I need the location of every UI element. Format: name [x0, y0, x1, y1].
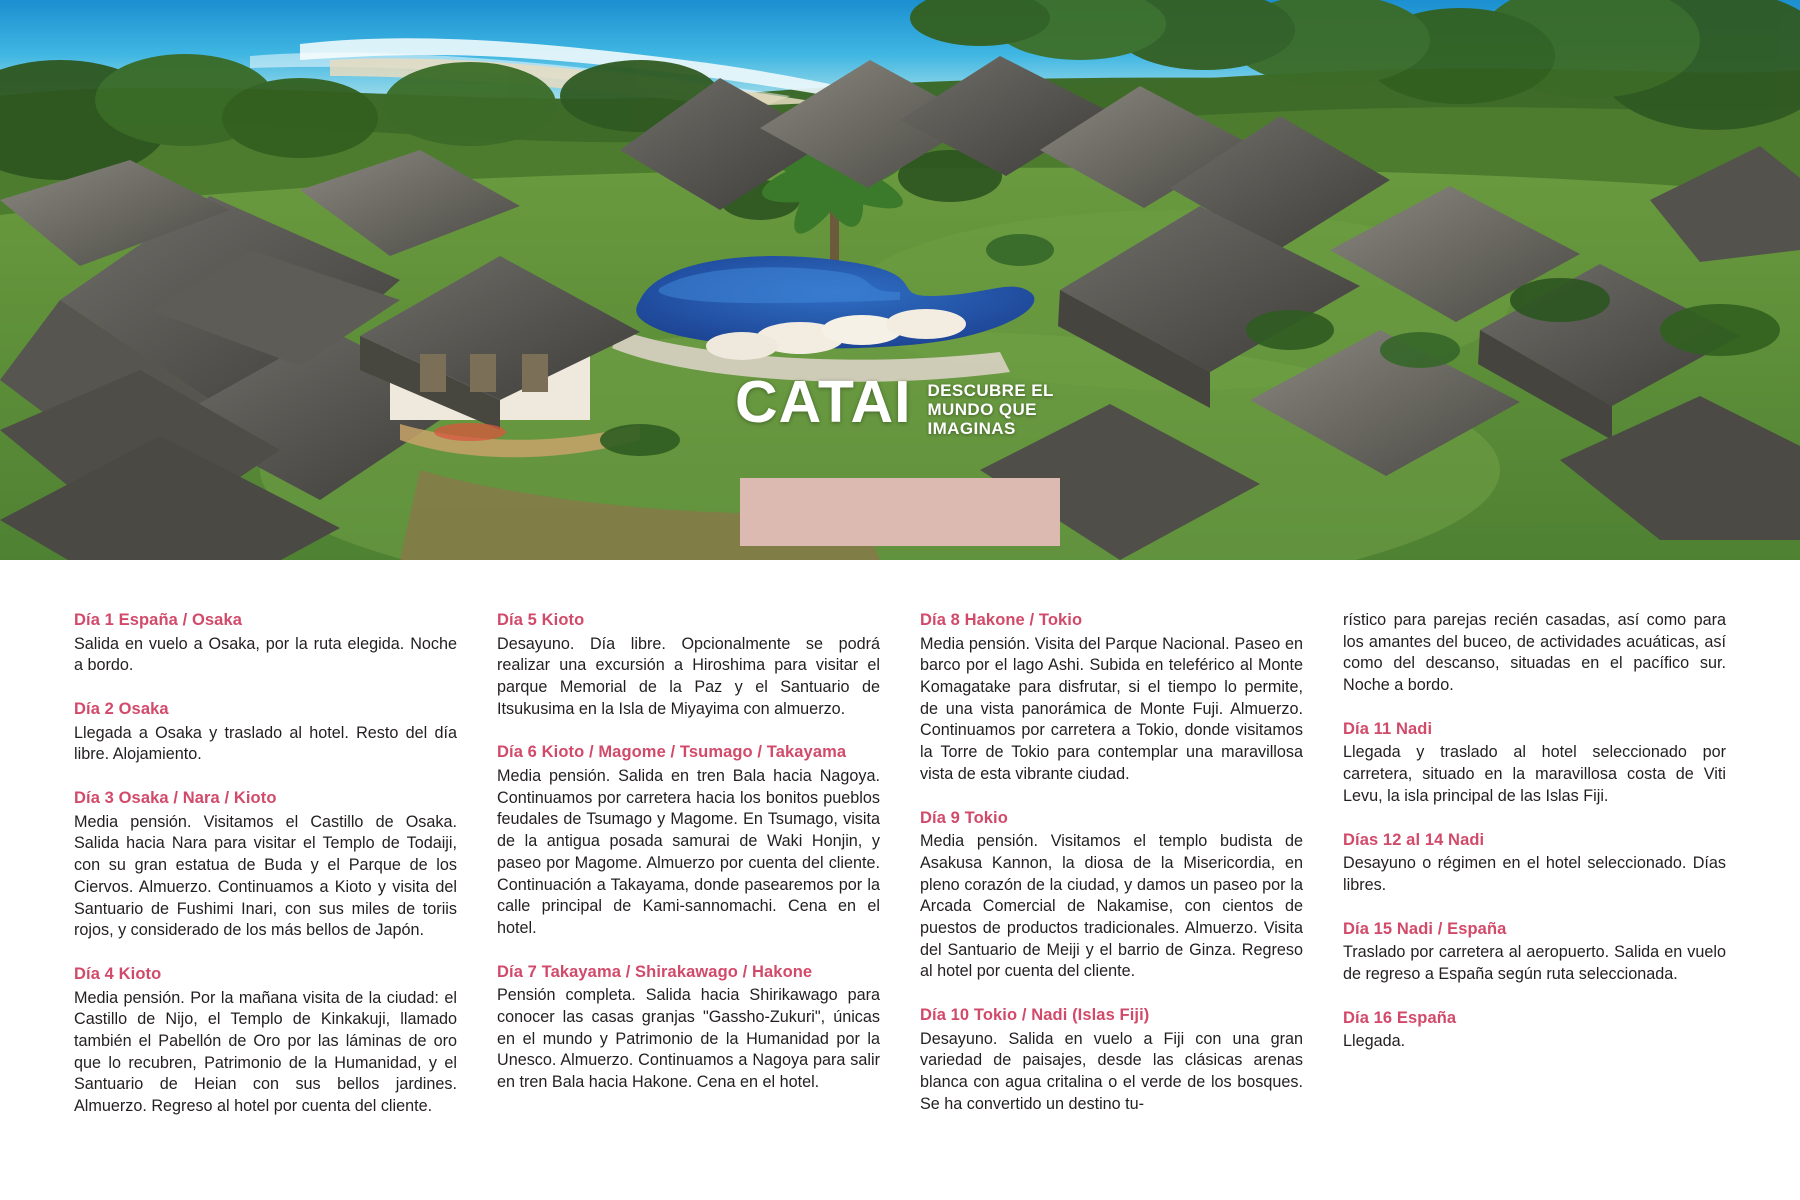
itinerary-entry [74, 610, 457, 677]
itinerary-entry-text: Media pensión. Visitamos el Castillo de Osaka. Salida hacia Nara para visitar el Templo de Todaiji, con su gran estatua de Buda y el Parque de los Ciervos. Almuerzo. Continuamos a Kioto y visita del Santuario de Fushimi Inari, con sus miles de toriis rojos, y considerado de los más bellos de Japón. [74, 812, 457, 940]
itinerary-entry [497, 742, 880, 939]
hero-color-swatch [740, 478, 1060, 546]
itinerary-entry-text: rístico para parejas recién casadas, así como para los amantes del buceo, de actividades acuáticas, así como del descanso, situadas en el pacífico sur. Noche a bordo. [1343, 611, 1726, 695]
itinerary-entry [1343, 719, 1726, 808]
itinerary-entry-text: Salida en vuelo a Osaka, por la ruta elegida. Noche a bordo. [74, 634, 457, 675]
itinerary-entry-text: Desayuno o régimen en el hotel seleccionado. Días libres. [1343, 854, 1726, 894]
itinerary-entry [1343, 610, 1726, 697]
itinerary-entry-text: Desayuno. Salida en vuelo a Fiji con una gran variedad de paisajes, desde las clásicas arenas blanca con agua critalina o el verde de los bosques. Se ha convertido un destino tu- [920, 1029, 1303, 1113]
itinerary-entry [497, 962, 880, 1094]
itinerary-entry-title: Día 3 Osaka / Nara / Kioto [74, 789, 277, 808]
itinerary-entry-title: Días 12 al 14 Nadi [1343, 830, 1485, 849]
itinerary-entry-text: Pensión completa. Salida hacia Shirikawago para conocer las casas granjas "Gassho-Zukuri", únicas en el mundo y Patrimonio de la Humanidad por la Unesco. Almuerzo. Continuamos a Nagoya para salir en tren Bala hacia Hakone. Cena en el hotel. [497, 986, 880, 1092]
resort-aerial-illustration [0, 0, 1800, 560]
itinerary-entry-text: Desayuno. Día libre. Opcionalmente se podrá realizar una excursión a Hiroshima para visitar el parque Memorial de la Paz y el Santuario de Itsukusima en la Isla de Miyayima con almuerzo. [497, 634, 880, 718]
itinerary-entry-title: Día 16 España [1343, 1008, 1457, 1027]
logo-wordmark: CATAI [735, 369, 912, 435]
itinerary-entry-text: Traslado por carretera al aeropuerto. Salida en vuelo de regreso a España según ruta seleccionada. [1343, 943, 1726, 983]
itinerary-entry [74, 788, 457, 942]
itinerary-entry-text: Llegada a Osaka y traslado al hotel. Resto del día libre. Alojamiento. [74, 723, 457, 764]
itinerary-columns [74, 610, 1726, 1190]
logo-tagline-line-3: IMAGINAS [927, 419, 1016, 439]
itinerary-entry-title: Día 2 Osaka [74, 700, 169, 719]
itinerary-entry-text: Media pensión. Visitamos el templo budista de Asakusa Kannon, la diosa de la Misericordia, en pleno corazón de la ciudad, y damos un paseo por la Arcada Comercial de Nakamise, con cientos de puestos de productos tradicionales. Almuerzo. Visita del Santuario de Meiji y el barrio de Ginza. Regreso al hotel por cuenta del cliente. [920, 832, 1303, 981]
itinerary-entry-title: Día 7 Takayama / Shirakawago / Hakone [497, 962, 813, 981]
logo-tagline-line-2: MUNDO QUE [927, 400, 1037, 420]
itinerary-section [0, 560, 1800, 1200]
itinerary-entry [920, 1005, 1303, 1115]
itinerary-entry [1343, 830, 1726, 897]
itinerary-entry-title: Día 8 Hakone / Tokio [920, 611, 1083, 629]
itinerary-entry-title: Día 5 Kioto [497, 611, 585, 629]
itinerary-entry [497, 610, 880, 720]
itinerary-entry [920, 808, 1303, 984]
itinerary-entry-title: Día 15 Nadi / España [1343, 919, 1507, 938]
itinerary-entry [74, 699, 457, 766]
logo-tagline [928, 375, 1054, 438]
itinerary-entry-text: Media pensión. Salida en tren Bala hacia Nagoya. Continuamos por carretera hacia los bonitos pueblos feudales de Tsumago y Magome. En Tsumago, visita de la antigua posada samurai de Waki Honjin, y paseo por Magome. Almuerzo por cuenta del cliente. Continuación a Takayama, donde pasearemos por la calle principal de Kami-sannomachi. Cena en el hotel. [497, 767, 880, 937]
hero-image [0, 0, 1800, 560]
logo-tagline-line-1: DESCUBRE EL [927, 381, 1054, 400]
itinerary-entry-text: Media pensión. Visita del Parque Nacional. Paseo en barco por el lago Ashi. Subida en teleférico al Monte Komagatake para disfrutar, si el tiempo lo permite, de una vista panorámica de Monte Fuji. Almuerzo. Continuamos por carretera a Tokio, donde visitamos la Torre de Tokio para contemplar una maravillosa vista de esta vibrante ciudad. [920, 634, 1303, 783]
itinerary-entry-title: Día 11 Nadi [1343, 719, 1433, 738]
itinerary-entry-title: Día 1 España / Osaka [74, 611, 243, 629]
itinerary-entry [920, 610, 1303, 786]
itinerary-entry-text: Media pensión. Por la mañana visita de la ciudad: el Castillo de Nijo, el Templo de Kinkakuji, llamado también el Pabellón de Oro por las láminas de oro que lo recubren, Patrimonio de la Humanidad, y el Santuario de Heian con sus bellos jardines. Almuerzo. Regreso al hotel por cuenta del cliente. [74, 988, 457, 1116]
itinerary-entry-title: Día 9 Tokio [920, 808, 1008, 827]
itinerary-entry [1343, 919, 1726, 986]
catai-logo [735, 369, 1054, 439]
itinerary-entry [1343, 1008, 1726, 1053]
itinerary-entry [74, 964, 457, 1118]
itinerary-entry-title: Día 6 Kioto / Magome / Tsumago / Takayama [497, 743, 847, 762]
itinerary-entry-title: Día 4 Kioto [74, 964, 162, 983]
itinerary-entry-text: Llegada. [1343, 1032, 1406, 1051]
itinerary-entry-title: Día 10 Tokio / Nadi (Islas Fiji) [920, 1006, 1150, 1025]
itinerary-entry-text: Llegada y traslado al hotel seleccionado por carretera, situado en la maravillosa costa de Viti Levu, la isla principal de las Islas Fiji. [1343, 743, 1726, 805]
